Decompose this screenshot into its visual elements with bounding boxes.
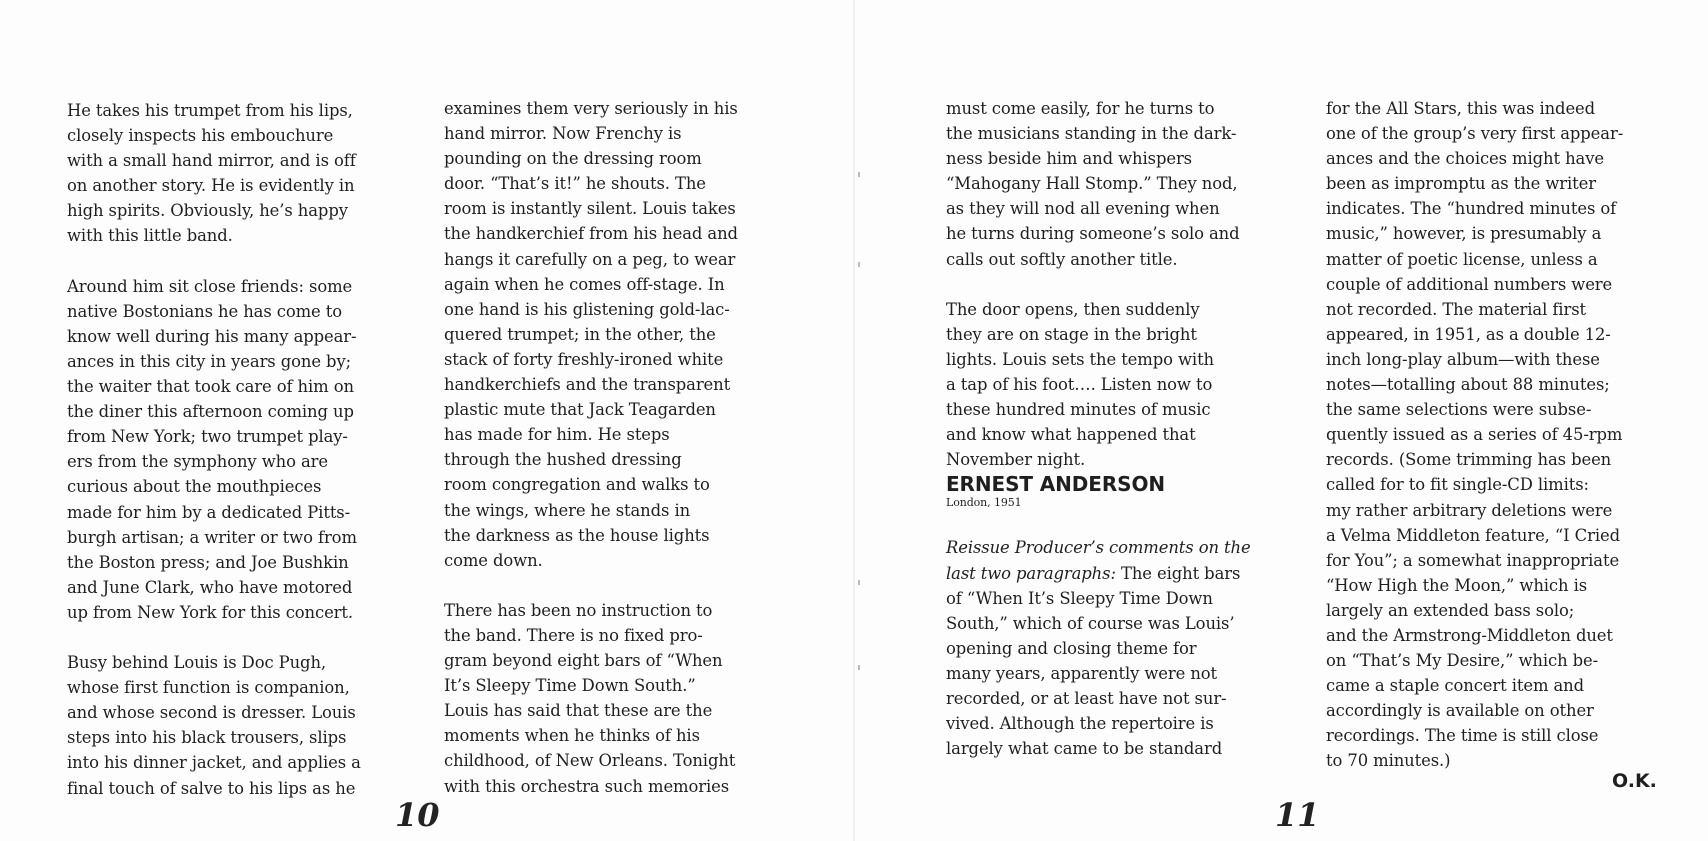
text-line: one of the group’s very first appear- xyxy=(1326,124,1624,144)
text-line: indicates. The “hundred minutes of xyxy=(1326,199,1617,219)
author-initials: O.K. xyxy=(1612,770,1657,792)
text-line: with this little band. xyxy=(67,226,233,246)
text-line: ness beside him and whispers xyxy=(946,149,1192,169)
paragraph xyxy=(444,96,774,573)
paragraph xyxy=(67,650,397,801)
text-line: room congregation and walks to xyxy=(444,475,710,495)
text-line: There has been no instruction to xyxy=(444,600,713,620)
text-line: the diner this afternoon coming up xyxy=(67,402,354,422)
paragraph xyxy=(1326,96,1656,774)
text-line: up from New York for this concert. xyxy=(67,602,354,622)
page-number-left: 10 xyxy=(395,796,440,834)
text-line: to 70 minutes.) xyxy=(1326,751,1451,771)
text-line: with this orchestra such memories xyxy=(444,776,730,796)
text-line: these hundred minutes of music xyxy=(946,400,1211,420)
paragraph xyxy=(67,274,397,625)
text-line: examines them very seriously in his xyxy=(444,99,738,118)
paragraph xyxy=(946,96,1276,272)
note-first-rest: The eight bars xyxy=(1115,563,1241,583)
text-line: plastic mute that Jack Teagarden xyxy=(444,400,716,420)
text-line: ances and the choices might have xyxy=(1326,149,1604,169)
text-line: pounding on the dressing room xyxy=(444,149,702,169)
text-line: on another story. He is evidently in xyxy=(67,176,355,196)
text-line: whose first function is companion, xyxy=(67,678,350,698)
text-line: music,” however, is presumably a xyxy=(1326,224,1602,244)
text-line: notes—totalling about 88 minutes; xyxy=(1326,375,1610,395)
text-line: of “When It’s Sleepy Time Down xyxy=(946,588,1213,608)
text-line: come down. xyxy=(444,550,543,570)
text-line: steps into his black trousers, slips xyxy=(67,728,347,748)
text-line: largely an extended bass solo; xyxy=(1326,600,1575,620)
text-line: couple of additional numbers were xyxy=(1326,274,1613,294)
column-4 xyxy=(1326,96,1656,774)
text-line: lights. Louis sets the tempo with xyxy=(946,349,1215,369)
text-line: for the All Stars, this was indeed xyxy=(1326,99,1596,118)
text-line: the darkness as the house lights xyxy=(444,525,710,545)
text-line: It’s Sleepy Time Down South.” xyxy=(444,676,696,696)
text-line: ers from the symphony who are xyxy=(67,452,328,472)
text-line: quently issued as a series of 45-rpm xyxy=(1326,425,1623,445)
text-line: South,” which of course was Louis’ xyxy=(946,613,1235,633)
text-line: on “That’s My Desire,” which be- xyxy=(1326,651,1599,671)
page-number-right: 11 xyxy=(1275,796,1320,834)
text-line: curious about the mouthpieces xyxy=(67,477,322,497)
text-line: gram beyond eight bars of “When xyxy=(444,651,723,671)
text-line: came a staple concert item and xyxy=(1326,676,1585,696)
text-line: with a small hand mirror, and is off xyxy=(67,151,356,171)
text-line: the musicians standing in the dark- xyxy=(946,124,1237,144)
text-line: vived. Although the repertoire is xyxy=(946,714,1214,734)
column-2 xyxy=(444,96,774,799)
paragraph xyxy=(946,297,1276,473)
note-lead-2: last two paragraphs: xyxy=(946,563,1116,583)
text-line: high spirits. Obviously, he’s happy xyxy=(67,201,348,221)
text-line: for You”; a somewhat inappropriate xyxy=(1326,550,1620,570)
text-line: recordings. The time is still close xyxy=(1326,726,1599,746)
text-line: inch long-play album—with these xyxy=(1326,349,1600,369)
text-line: into his dinner jacket, and applies a xyxy=(67,753,361,773)
text-line: been as impromptu as the writer xyxy=(1326,174,1596,194)
text-line: and whose second is dresser. Louis xyxy=(67,703,356,723)
text-line: The door opens, then suddenly xyxy=(946,299,1200,319)
text-line: moments when he thinks of his xyxy=(444,726,700,746)
column-3 xyxy=(946,96,1276,761)
reissue-note xyxy=(946,535,1276,761)
author-location: London, 1951 xyxy=(946,496,1022,510)
text-line: door. “That’s it!” he shouts. The xyxy=(444,174,706,194)
author-name: ERNEST ANDERSON xyxy=(946,472,1165,497)
text-line: closely inspects his embouchure xyxy=(67,126,334,146)
text-line: the handkerchief from his head and xyxy=(444,224,738,244)
text-line: the Boston press; and Joe Bushkin xyxy=(67,552,349,572)
text-line: largely what came to be standard xyxy=(946,739,1223,759)
paragraph xyxy=(444,598,774,799)
text-line: and the Armstrong-Middleton duet xyxy=(1326,625,1613,645)
text-line: as they will nod all evening when xyxy=(946,199,1220,219)
text-line: and June Clark, who have motored xyxy=(67,577,353,597)
text-line: handkerchiefs and the transparent xyxy=(444,375,731,395)
text-line: the same selections were subse- xyxy=(1326,400,1592,420)
text-line: a Velma Middleton feature, “I Cried xyxy=(1326,525,1620,545)
column-3-paragraphs xyxy=(946,96,1276,472)
text-line: ances in this city in years gone by; xyxy=(67,351,352,371)
text-line: my rather arbitrary deletions were xyxy=(1326,500,1613,520)
text-line: burgh artisan; a writer or two from xyxy=(67,527,357,547)
text-line: must come easily, for he turns to xyxy=(946,99,1215,118)
text-line: quered trumpet; in the other, the xyxy=(444,324,716,344)
text-line: again when he comes off-stage. In xyxy=(444,274,725,294)
text-line: many years, apparently were not xyxy=(946,663,1218,683)
text-line: Around him sit close friends: some xyxy=(67,276,353,296)
text-line: the band. There is no fixed pro- xyxy=(444,625,703,645)
text-line: November night. xyxy=(946,450,1086,470)
text-line: called for to fit single-CD limits: xyxy=(1326,475,1589,495)
text-line: matter of poetic license, unless a xyxy=(1326,249,1598,269)
column-1 xyxy=(67,98,397,801)
text-line: and know what happened that xyxy=(946,425,1196,445)
text-line: “How High the Moon,” which is xyxy=(1326,575,1588,595)
text-line: final touch of salve to his lips as he xyxy=(67,778,356,798)
text-line: a tap of his foot…. Listen now to xyxy=(946,375,1213,395)
text-line: Louis has said that these are the xyxy=(444,701,713,721)
text-line: records. (Some trimming has been xyxy=(1326,450,1612,470)
text-line: they are on stage in the bright xyxy=(946,324,1197,344)
author-signature xyxy=(946,472,1276,510)
note-first-line xyxy=(946,561,1276,586)
text-line: not recorded. The material first xyxy=(1326,299,1586,319)
text-line: hangs it carefully on a peg, to wear xyxy=(444,249,736,269)
text-line: through the hushed dressing xyxy=(444,450,682,470)
text-line: childhood, of New Orleans. Tonight xyxy=(444,751,736,771)
text-line: has made for him. He steps xyxy=(444,425,670,445)
text-line: “Mahogany Hall Stomp.” They nod, xyxy=(946,174,1238,194)
text-line: the wings, where he stands in xyxy=(444,500,691,520)
note-body xyxy=(946,586,1276,762)
text-line: Busy behind Louis is Doc Pugh, xyxy=(67,653,327,673)
text-line: calls out softly another title. xyxy=(946,249,1178,269)
text-line: he turns during someone’s solo and xyxy=(946,224,1240,244)
text-line: appeared, in 1951, as a double 12- xyxy=(1326,324,1611,344)
text-line: from New York; two trumpet play- xyxy=(67,427,348,447)
text-line: the waiter that took care of him on xyxy=(67,377,354,397)
text-line: room is instantly silent. Louis takes xyxy=(444,199,736,219)
text-line: native Bostonians he has come to xyxy=(67,301,343,321)
note-lead: Reissue Producer’s comments on the xyxy=(946,538,1251,558)
text-line: opening and closing theme for xyxy=(946,638,1197,658)
text-line: He takes his trumpet from his lips, xyxy=(67,101,353,120)
text-line: know well during his many appear- xyxy=(67,326,357,346)
text-line: hand mirror. Now Frenchy is xyxy=(444,124,682,144)
text-line: recorded, or at least have not sur- xyxy=(946,688,1227,708)
text-line: made for him by a dedicated Pitts- xyxy=(67,502,351,522)
text-line: accordingly is available on other xyxy=(1326,701,1594,721)
text-line: stack of forty freshly-ironed white xyxy=(444,349,724,369)
text-line: one hand is his glistening gold-lac- xyxy=(444,299,730,319)
paragraph xyxy=(67,98,397,249)
